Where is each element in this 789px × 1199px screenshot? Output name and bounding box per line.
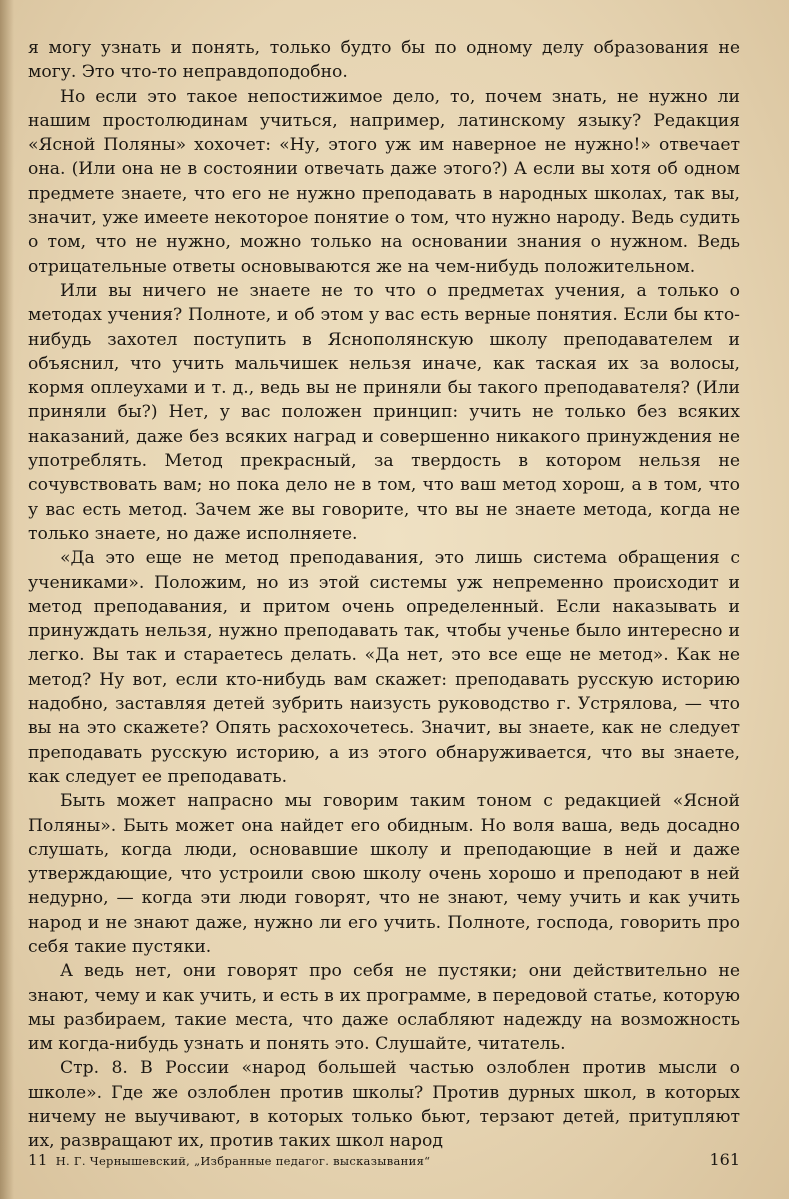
page-binding-shadow xyxy=(0,0,14,1199)
signature-mark: 11 xyxy=(28,1151,48,1169)
body-text xyxy=(28,36,740,1154)
page-number: 161 xyxy=(709,1150,740,1169)
paragraph: «Да это еще не метод преподавания, это лишь система обращения с учениками». Положим, но из этой системы уж непременно происходит и метод преподавания, и притом очень определенный. Если наказывать и принуждать нельзя, нужно преподавать так, чтобы ученье было интересно и легко. Вы так и стараетесь делать. «Да нет, это все еще не метод». Как не метод? Ну вот, если кто-нибудь вам скажет: преподавать русскую историю надобно, заставляя детей зубрить наизусть руководство г. Устрялова, — что вы на это скажете? Опять расхохочетесь. Значит, вы знаете, как не следует преподавать русскую историю, а из этого обнаруживается, что вы знаете, как следует ее преподавать. xyxy=(28,548,740,787)
page-footer xyxy=(28,1150,740,1174)
paragraph: Или вы ничего не знаете не то что о предметах учения, а только о методах учения? Полноте, и об этом у вас есть верные понятия. Если бы кто-нибудь захотел поступить в Яснополянскую школу преподавателем и объяснил, что учить мальчишек нельзя иначе, как таская их за волосы, кормя оплеухами и т. д., ведь вы не приняли бы такого преподавателя? (Или приняли бы?) Нет, у вас положен принцип: учить не только без всяких наказаний, даже без всяких наград и совершенно никакого принуждения не употреблять. Метод прекрасный, за твердость в котором нельзя не сочувствовать вам; но пока дело не в том, что ваш метод хорош, а в том, что у вас есть метод. Зачем же вы говорите, что вы не знаете метода, когда не только знаете, но даже исполняете. xyxy=(28,280,740,544)
paragraph: Стр. 8. В России «народ большей частью озлоблен против мысли о школе». Где же озлоблен против школы? Против дурных школ, в которых ничему не выучивают, в которых только бьют, терзают детей, притупляют их, развращают их, против таких школ народ xyxy=(28,1058,740,1152)
paragraph: А ведь нет, они говорят про себя не пустяки; они действительно не знают, чему и как учить, и есть в их программе, в передовой статье, которую мы разбираем, такие места, что даже ослабляют надежду на возможность им когда-нибудь узнать и понять это. Слушайте, читатель. xyxy=(28,961,740,1055)
footnote-signature xyxy=(28,1151,430,1169)
source-citation: Н. Г. Чернышевский, „Избранные педагог. высказывания“ xyxy=(55,1154,431,1168)
paragraph: Быть может напрасно мы говорим таким тоном с редакцией «Ясной Поляны». Быть может она найдет его обидным. Но воля ваша, ведь досадно слушать, когда люди, основавшие школу и преподающие в ней и даже утверждающие, что устроили свою школу очень хорошо и преподают в ней недурно, — когда эти люди говорят, что не знают, чему учить и как учить народ и не знают даже, нужно ли его учить. Полноте, господа, говорить про себя такие пустяки. xyxy=(28,791,740,957)
paragraph: Но если это такое непостижимое дело, то, почем знать, не нужно ли нашим простолюдинам учиться, например, латинскому языку? Редакция «Ясной Поляны» хохочет: «Ну, этого уж им наверное не нужно!» отвечает она. (Или она не в состоянии отвечать даже этого?) А если вы хотя об одном предмете знаете, что его не нужно преподавать в народных школах, так вы, значит, уже имеете некоторое понятие о том, что нужно народу. Ведь судить о том, что не нужно, можно только на основании знания о нужном. Ведь отрицательные ответы основываются же на чем-нибудь положительном. xyxy=(28,86,740,277)
paragraph: я могу узнать и понять, только будто бы по одному делу образования не могу. Это что-то неправдоподобно. xyxy=(28,38,740,83)
